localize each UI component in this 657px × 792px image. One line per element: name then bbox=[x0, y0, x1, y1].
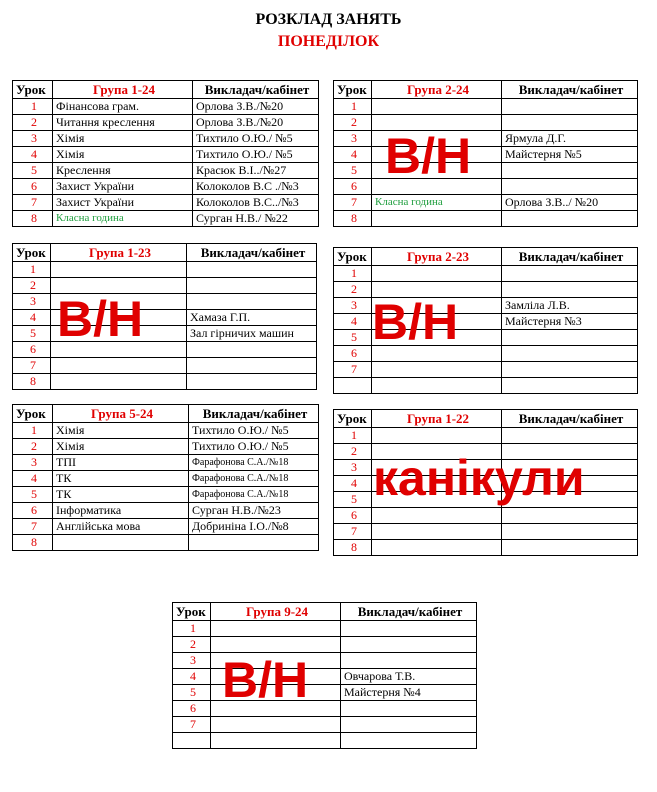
lesson-number: 1 bbox=[173, 621, 211, 637]
teacher-cell bbox=[502, 346, 638, 362]
subject-cell bbox=[211, 685, 341, 701]
lesson-number: 1 bbox=[334, 266, 372, 282]
lesson-number bbox=[334, 378, 372, 394]
lesson-number: 2 bbox=[13, 115, 53, 131]
subject-cell bbox=[211, 733, 341, 749]
subject-cell bbox=[211, 621, 341, 637]
status-overlay: В/Н bbox=[385, 128, 472, 184]
teacher-cell bbox=[502, 444, 638, 460]
subject-cell: Інформатика bbox=[53, 503, 189, 519]
teacher-column-header: Викладач/кабінет bbox=[502, 410, 638, 428]
teacher-cell bbox=[502, 163, 638, 179]
teacher-cell bbox=[341, 701, 477, 717]
table-row bbox=[173, 701, 477, 717]
subject-cell bbox=[372, 131, 502, 147]
lesson-number: 6 bbox=[334, 346, 372, 362]
table-row bbox=[334, 99, 638, 115]
table-row bbox=[13, 519, 319, 535]
teacher-cell bbox=[502, 460, 638, 476]
subject-cell bbox=[211, 669, 341, 685]
lesson-number: 1 bbox=[334, 99, 372, 115]
subject-cell bbox=[53, 535, 189, 551]
teacher-cell bbox=[187, 342, 317, 358]
table-row bbox=[334, 378, 638, 394]
lesson-number: 6 bbox=[13, 503, 53, 519]
table-row bbox=[334, 508, 638, 524]
table-row bbox=[13, 471, 319, 487]
teacher-cell: Фарафонова С.А./№18 bbox=[189, 455, 319, 471]
table-row bbox=[173, 717, 477, 733]
teacher-cell: Замліла Л.В. bbox=[502, 298, 638, 314]
subject-cell: Хімія bbox=[53, 439, 189, 455]
subject-cell: Класна година bbox=[53, 211, 193, 227]
table-row bbox=[334, 524, 638, 540]
subject-cell bbox=[372, 163, 502, 179]
lesson-number: 7 bbox=[334, 524, 372, 540]
teacher-cell: Овчарова Т.В. bbox=[341, 669, 477, 685]
teacher-cell bbox=[502, 492, 638, 508]
teacher-cell bbox=[502, 476, 638, 492]
lesson-column-header: Урок bbox=[334, 410, 372, 428]
table-row bbox=[173, 637, 477, 653]
teacher-cell bbox=[341, 621, 477, 637]
table-row bbox=[334, 282, 638, 298]
lesson-column-header: Урок bbox=[334, 248, 372, 266]
teacher-cell bbox=[502, 266, 638, 282]
teacher-cell: Майстерня №5 bbox=[502, 147, 638, 163]
table-row bbox=[13, 163, 319, 179]
lesson-number: 8 bbox=[13, 535, 53, 551]
lesson-number: 2 bbox=[334, 282, 372, 298]
lesson-number: 3 bbox=[334, 298, 372, 314]
table-row bbox=[13, 262, 317, 278]
lesson-number: 3 bbox=[13, 455, 53, 471]
subject-cell bbox=[372, 330, 502, 346]
lesson-number: 3 bbox=[13, 294, 51, 310]
subject-cell bbox=[372, 179, 502, 195]
lesson-number: 3 bbox=[334, 460, 372, 476]
teacher-cell bbox=[502, 282, 638, 298]
lesson-number: 6 bbox=[13, 179, 53, 195]
subject-cell: ТК bbox=[53, 487, 189, 503]
table-row bbox=[13, 147, 319, 163]
lesson-number: 5 bbox=[173, 685, 211, 701]
subject-cell bbox=[211, 717, 341, 733]
lesson-number: 6 bbox=[173, 701, 211, 717]
teacher-cell bbox=[341, 717, 477, 733]
subject-cell bbox=[372, 378, 502, 394]
table-row bbox=[334, 476, 638, 492]
table-row bbox=[13, 342, 317, 358]
table-row bbox=[334, 346, 638, 362]
schedule-table bbox=[12, 80, 319, 227]
table-row bbox=[13, 326, 317, 342]
teacher-column-header: Викладач/кабінет bbox=[502, 81, 638, 99]
subject-cell: Захист України bbox=[53, 179, 193, 195]
lesson-number: 6 bbox=[334, 179, 372, 195]
table-row bbox=[334, 492, 638, 508]
lesson-number: 7 bbox=[13, 519, 53, 535]
table-row bbox=[13, 455, 319, 471]
subject-cell: ТПІ bbox=[53, 455, 189, 471]
teacher-cell bbox=[502, 211, 638, 227]
teacher-cell bbox=[341, 733, 477, 749]
lesson-number: 3 bbox=[13, 131, 53, 147]
teacher-cell: Колоколов В.С ./№3 bbox=[193, 179, 319, 195]
table-row bbox=[334, 428, 638, 444]
subject-cell: Хімія bbox=[53, 131, 193, 147]
table-row bbox=[13, 487, 319, 503]
group-header: Група 1-24 bbox=[53, 81, 193, 99]
teacher-cell bbox=[187, 374, 317, 390]
schedule-table bbox=[333, 247, 638, 394]
teacher-cell: Тихтило О.Ю./ №5 bbox=[193, 147, 319, 163]
teacher-column-header: Викладач/кабінет bbox=[187, 244, 317, 262]
lesson-number: 7 bbox=[334, 362, 372, 378]
teacher-cell: Колоколов В.С../№3 bbox=[193, 195, 319, 211]
subject-cell bbox=[372, 476, 502, 492]
table-row bbox=[173, 653, 477, 669]
lesson-column-header: Урок bbox=[334, 81, 372, 99]
teacher-cell: Хамаза Г.П. bbox=[187, 310, 317, 326]
subject-cell bbox=[372, 362, 502, 378]
teacher-cell bbox=[189, 535, 319, 551]
lesson-number: 7 bbox=[173, 717, 211, 733]
schedule-table bbox=[172, 602, 477, 749]
table-row bbox=[173, 621, 477, 637]
subject-cell bbox=[51, 294, 187, 310]
subject-cell bbox=[372, 282, 502, 298]
teacher-cell: Орлова З.В../ №20 bbox=[502, 195, 638, 211]
teacher-cell bbox=[187, 294, 317, 310]
table-row bbox=[13, 503, 319, 519]
lesson-number: 5 bbox=[13, 326, 51, 342]
table-row bbox=[334, 444, 638, 460]
teacher-cell: Майстерня №4 bbox=[341, 685, 477, 701]
schedule-table bbox=[333, 80, 638, 227]
lesson-number: 4 bbox=[334, 476, 372, 492]
teacher-cell: Майстерня №3 bbox=[502, 314, 638, 330]
lesson-number: 5 bbox=[13, 487, 53, 503]
subject-cell bbox=[372, 266, 502, 282]
table-row bbox=[334, 115, 638, 131]
lesson-number: 2 bbox=[334, 444, 372, 460]
subject-cell bbox=[372, 524, 502, 540]
teacher-cell bbox=[502, 330, 638, 346]
lesson-number: 5 bbox=[334, 492, 372, 508]
teacher-cell bbox=[187, 358, 317, 374]
table-row bbox=[334, 362, 638, 378]
subject-cell bbox=[372, 492, 502, 508]
teacher-cell: Сурган Н.В./ №22 bbox=[193, 211, 319, 227]
table-row bbox=[13, 294, 317, 310]
subject-cell bbox=[211, 701, 341, 717]
status-overlay: канікули bbox=[373, 450, 585, 506]
table-row bbox=[13, 179, 319, 195]
lesson-number: 2 bbox=[13, 278, 51, 294]
subject-cell bbox=[372, 314, 502, 330]
group-header: Група 2-24 bbox=[372, 81, 502, 99]
subject-cell bbox=[51, 262, 187, 278]
teacher-cell: Тихтило О.Ю./ №5 bbox=[193, 131, 319, 147]
teacher-cell: Тихтило О.Ю./ №5 bbox=[189, 439, 319, 455]
lesson-number: 4 bbox=[13, 310, 51, 326]
lesson-number: 2 bbox=[13, 439, 53, 455]
schedule-table bbox=[12, 243, 317, 390]
subject-cell bbox=[211, 637, 341, 653]
group-header: Група 1-22 bbox=[372, 410, 502, 428]
teacher-cell: Зал гірничих машин bbox=[187, 326, 317, 342]
table-row bbox=[13, 211, 319, 227]
lesson-column-header: Урок bbox=[173, 603, 211, 621]
teacher-cell bbox=[341, 637, 477, 653]
subject-cell bbox=[372, 444, 502, 460]
teacher-cell bbox=[502, 540, 638, 556]
teacher-cell bbox=[502, 524, 638, 540]
teacher-cell bbox=[502, 508, 638, 524]
teacher-cell bbox=[502, 115, 638, 131]
lesson-number: 3 bbox=[173, 653, 211, 669]
teacher-cell: Тихтило О.Ю./ №5 bbox=[189, 423, 319, 439]
table-row bbox=[13, 195, 319, 211]
lesson-number: 4 bbox=[334, 314, 372, 330]
subject-cell bbox=[372, 508, 502, 524]
table-row bbox=[13, 310, 317, 326]
lesson-number: 6 bbox=[13, 342, 51, 358]
lesson-number: 5 bbox=[13, 163, 53, 179]
lesson-number: 1 bbox=[13, 423, 53, 439]
lesson-number: 5 bbox=[334, 330, 372, 346]
subject-cell: Фінансова грам. bbox=[53, 99, 193, 115]
lesson-number: 4 bbox=[334, 147, 372, 163]
subject-cell bbox=[51, 310, 187, 326]
lesson-column-header: Урок bbox=[13, 405, 53, 423]
teacher-cell bbox=[502, 99, 638, 115]
teacher-column-header: Викладач/кабінет bbox=[502, 248, 638, 266]
subject-cell bbox=[372, 211, 502, 227]
teacher-column-header: Викладач/кабінет bbox=[189, 405, 319, 423]
lesson-column-header: Урок bbox=[13, 244, 51, 262]
lesson-number: 7 bbox=[334, 195, 372, 211]
table-row bbox=[173, 685, 477, 701]
lesson-number: 2 bbox=[173, 637, 211, 653]
subject-cell bbox=[51, 342, 187, 358]
teacher-cell: Добриніна І.О./№8 bbox=[189, 519, 319, 535]
table-row bbox=[334, 298, 638, 314]
lesson-number: 7 bbox=[13, 195, 53, 211]
table-row bbox=[13, 439, 319, 455]
schedule-table bbox=[333, 409, 638, 556]
teacher-cell: Ярмула Д.Г. bbox=[502, 131, 638, 147]
lesson-number: 5 bbox=[334, 163, 372, 179]
lesson-column-header: Урок bbox=[13, 81, 53, 99]
table-row bbox=[13, 423, 319, 439]
table-row bbox=[13, 131, 319, 147]
subject-cell: Хімія bbox=[53, 147, 193, 163]
lesson-number: 1 bbox=[13, 262, 51, 278]
table-row bbox=[13, 99, 319, 115]
table-row bbox=[173, 733, 477, 749]
table-row bbox=[334, 330, 638, 346]
day-title: ПОНЕДІЛОК bbox=[277, 33, 380, 50]
subject-cell bbox=[372, 540, 502, 556]
lesson-number: 1 bbox=[334, 428, 372, 444]
table-row bbox=[334, 163, 638, 179]
teacher-cell bbox=[502, 179, 638, 195]
table-row bbox=[13, 115, 319, 131]
subject-cell bbox=[51, 374, 187, 390]
teacher-cell bbox=[502, 362, 638, 378]
status-overlay: В/Н bbox=[57, 291, 144, 347]
lesson-number: 8 bbox=[13, 374, 51, 390]
subject-cell: Англійська мова bbox=[53, 519, 189, 535]
teacher-cell bbox=[341, 653, 477, 669]
table-row bbox=[13, 278, 317, 294]
teacher-cell bbox=[502, 428, 638, 444]
group-header: Група 9-24 bbox=[211, 603, 341, 621]
lesson-number: 8 bbox=[13, 211, 53, 227]
lesson-number: 4 bbox=[13, 471, 53, 487]
subject-cell: Читання креслення bbox=[53, 115, 193, 131]
teacher-cell: Сурган Н.В./№23 bbox=[189, 503, 319, 519]
teacher-column-header: Викладач/кабінет bbox=[341, 603, 477, 621]
teacher-cell: Фарафонова С.А./№18 bbox=[189, 487, 319, 503]
teacher-cell bbox=[502, 378, 638, 394]
subject-cell bbox=[211, 653, 341, 669]
subject-cell bbox=[372, 460, 502, 476]
subject-cell bbox=[372, 298, 502, 314]
lesson-number: 7 bbox=[13, 358, 51, 374]
group-header: Група 1-23 bbox=[51, 244, 187, 262]
table-row bbox=[334, 266, 638, 282]
table-row bbox=[13, 535, 319, 551]
lesson-number: 4 bbox=[173, 669, 211, 685]
lesson-number: 2 bbox=[334, 115, 372, 131]
lesson-number: 8 bbox=[334, 540, 372, 556]
subject-cell bbox=[51, 326, 187, 342]
subject-cell bbox=[372, 115, 502, 131]
teacher-cell: Красюк В.І../№27 bbox=[193, 163, 319, 179]
subject-cell: Хімія bbox=[53, 423, 189, 439]
teacher-column-header: Викладач/кабінет bbox=[193, 81, 319, 99]
table-row bbox=[334, 540, 638, 556]
table-row bbox=[173, 669, 477, 685]
lesson-number: 8 bbox=[334, 211, 372, 227]
subject-cell bbox=[372, 147, 502, 163]
table-row bbox=[334, 179, 638, 195]
table-row bbox=[334, 460, 638, 476]
schedule-table bbox=[12, 404, 319, 551]
teacher-cell bbox=[187, 278, 317, 294]
subject-cell: Креслення bbox=[53, 163, 193, 179]
subject-cell: Захист України bbox=[53, 195, 193, 211]
group-header: Група 2-23 bbox=[372, 248, 502, 266]
lesson-number: 3 bbox=[334, 131, 372, 147]
table-row bbox=[13, 374, 317, 390]
status-overlay: В/Н bbox=[222, 652, 309, 708]
table-row bbox=[334, 147, 638, 163]
teacher-cell: Орлова З.В./№20 bbox=[193, 115, 319, 131]
lesson-number: 6 bbox=[334, 508, 372, 524]
table-row bbox=[334, 211, 638, 227]
subject-cell bbox=[51, 358, 187, 374]
lesson-number: 4 bbox=[13, 147, 53, 163]
table-row bbox=[334, 314, 638, 330]
page-title: РОЗКЛАД ЗАНЯТЬ bbox=[255, 11, 402, 28]
table-row bbox=[334, 195, 638, 211]
teacher-cell: Орлова З.В./№20 bbox=[193, 99, 319, 115]
subject-cell bbox=[372, 346, 502, 362]
subject-cell bbox=[372, 428, 502, 444]
table-row bbox=[334, 131, 638, 147]
group-header: Група 5-24 bbox=[53, 405, 189, 423]
status-overlay: В/Н bbox=[372, 294, 459, 350]
lesson-number bbox=[173, 733, 211, 749]
subject-cell bbox=[51, 278, 187, 294]
teacher-cell: Фарафонова С.А./№18 bbox=[189, 471, 319, 487]
subject-cell bbox=[372, 99, 502, 115]
lesson-number: 1 bbox=[13, 99, 53, 115]
table-row bbox=[13, 358, 317, 374]
subject-cell: ТК bbox=[53, 471, 189, 487]
subject-cell: Класна година bbox=[372, 195, 502, 211]
teacher-cell bbox=[187, 262, 317, 278]
